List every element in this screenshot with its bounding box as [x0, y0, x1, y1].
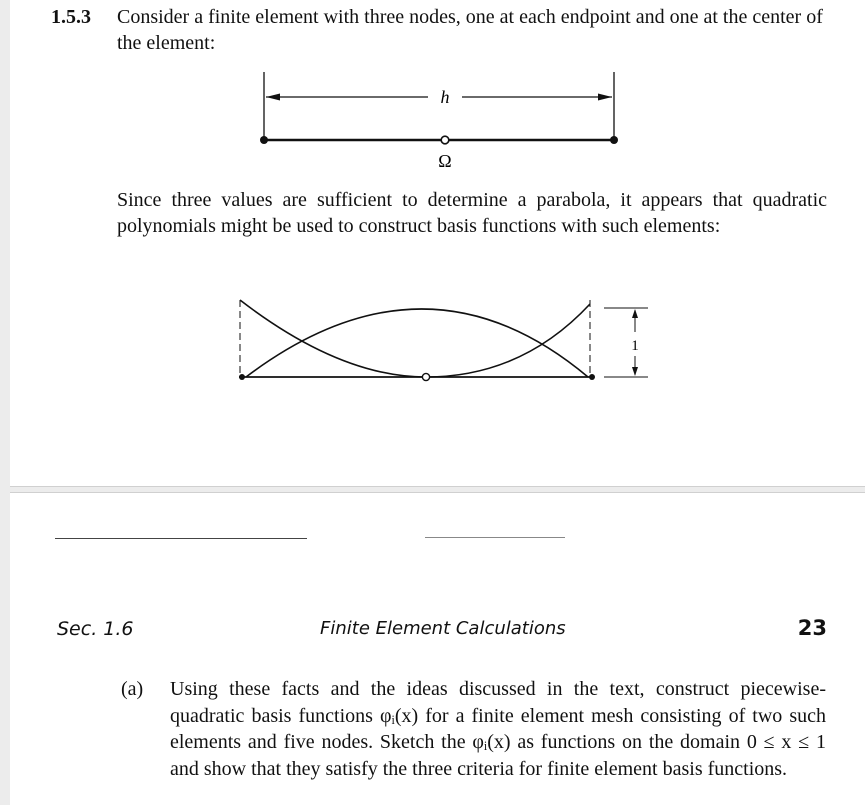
end-node-left: [260, 136, 268, 144]
arrowhead-left: [266, 94, 280, 101]
omega-label: Ω: [438, 151, 452, 171]
page-1: [10, 0, 865, 487]
left-basis-curve: [240, 300, 426, 377]
part-a-text: Using these facts and the ideas discussed in the text, construct piecewise-quadratic basis functions φᵢ(x) for a finite element mesh consisting of two such elements and five nodes. Sketch the φᵢ(x) as functions on the domain 0 ≤ x ≤ 1 and show that they satisfy the three criteria for finite element basis functions.: [170, 678, 826, 780]
height-arrow-down: [632, 367, 638, 376]
right-basis-curve: [426, 304, 590, 377]
arrowhead-right: [598, 94, 612, 101]
height-label: 1: [631, 338, 639, 354]
left-node: [239, 374, 245, 380]
page-2: [10, 492, 865, 805]
center-node-2: [422, 373, 429, 380]
page-number: 23: [797, 616, 827, 640]
section-label: Sec. 1.6: [57, 618, 134, 640]
problem-intro: Consider a finite element with three nodes, one at each endpoint and one at the center of the element:: [117, 6, 823, 54]
element-diagram: [240, 68, 640, 172]
problem-number: 1.5.3: [51, 6, 91, 28]
running-title: Finite Element Calculations: [320, 618, 566, 639]
center-node: [441, 136, 449, 144]
height-arrow-up: [632, 309, 638, 318]
end-node-right: [610, 136, 618, 144]
rule-left: [55, 538, 307, 539]
basis-function-diagram: [232, 292, 652, 386]
middle-basis-curve: [246, 309, 588, 377]
rule-right: [425, 537, 565, 538]
right-node: [589, 374, 595, 380]
parabola-paragraph: Since three values are sufficient to determine a parabola, it appears that quadratic polynomials might be used to construct basis functions with such elements:: [117, 189, 827, 237]
h-label: h: [440, 87, 450, 107]
part-a-label: (a): [121, 678, 144, 700]
